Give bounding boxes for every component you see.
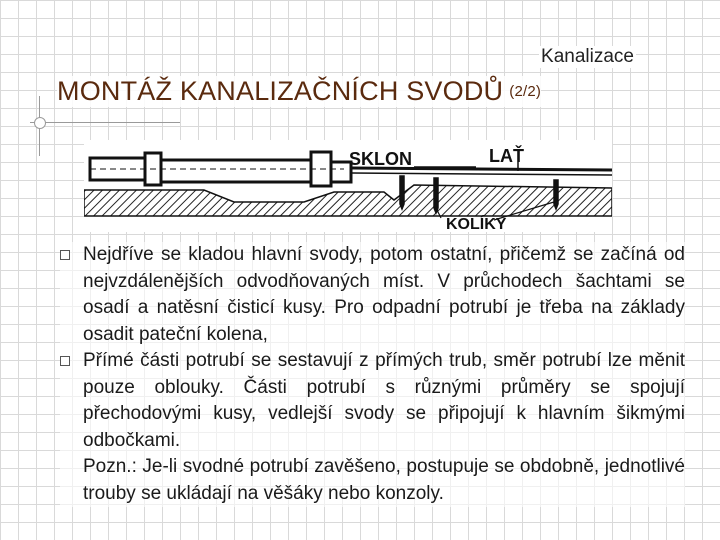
header-category: Kanalizace	[541, 46, 634, 67]
ground-hatching	[84, 185, 612, 216]
note-paragraph: Pozn.: Je-li svodné potrubí zavěšeno, postupuje se obdobně, jednotlivé trouby se ukládají na věšáky nebo konzoly.	[83, 456, 685, 504]
bullet-text: Přímé části potrubí se sestavují z přímých trub, směr potrubí lze měnit pouze oblouky. Části potrubí s různými průměry se spojují přechodovými kusy, vedlejší svody se připojují k hlavním šikmými odbočkami.	[83, 350, 685, 451]
decorative-rule-horizontal	[30, 122, 180, 123]
label-staff: LAŤ	[489, 146, 524, 166]
bullet-square-icon	[60, 356, 70, 366]
content-body	[60, 242, 685, 507]
page-title	[57, 76, 541, 107]
page-title-suffix: (2/2)	[509, 83, 542, 100]
leveling-staff	[352, 168, 612, 175]
bullet-text: Nejdříve se kladou hlavní svody, potom ostatní, přičemž se začíná od nejvzdálenějších odvodňovaných míst. V průchodech šachtami se osadí a natěsní čisticí kusy. Pro odpadní potrubí je třeba na základy osadit pateční kolena,	[83, 244, 685, 345]
pipe-laying-diagram	[84, 140, 612, 232]
decorative-rule-circle	[34, 117, 46, 129]
label-slope: SKLON	[349, 149, 412, 169]
bullet-square-icon	[60, 250, 70, 260]
page-title-main: MONTÁŽ KANALIZAČNÍCH SVODŮ	[57, 76, 504, 106]
label-pegs: KOLÍKY	[446, 216, 507, 232]
bullet-item	[60, 242, 685, 348]
bullet-item	[60, 348, 685, 454]
